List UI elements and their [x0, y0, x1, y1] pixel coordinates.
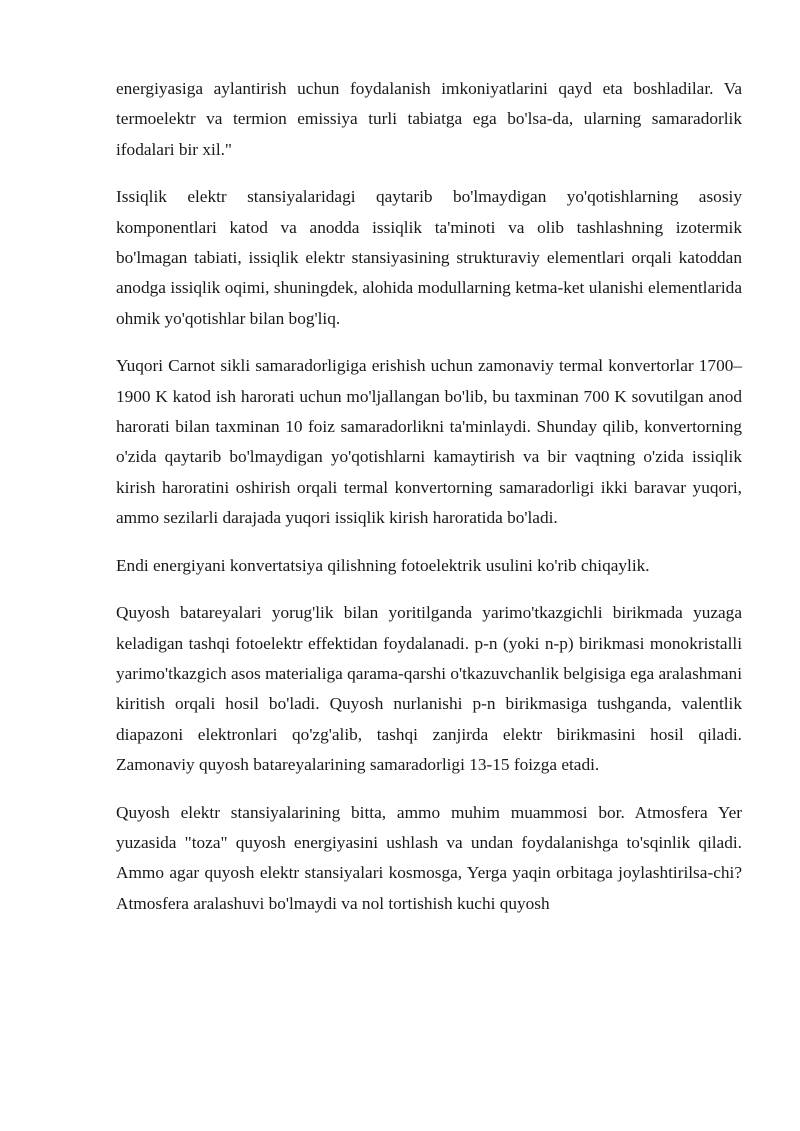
paragraph-3: Yuqori Carnot sikli samaradorligiga erishish uchun zamonaviy termal konvertorlar 1700–1900 K katod ish harorati uchun mo'ljallangan bo'lib, bu taxminan 700 K sovutilgan anod harorati bilan taxminan 10 foiz samaradorlikni ta'minlaydi. Shunday qilib, konvertorning o'zida qaytarib bo'lmaydigan yo'qotishlarni kamaytirish va bir vaqtning o'zida issiqlik kirish haroratini oshirish orqali termal konvertorning samaradorligi ikki baravar yuqori, ammo sezilarli darajada yuqori issiqlik kirish haroratida bo'ladi.	[116, 356, 742, 528]
paragraph-2: Issiqlik elektr stansiyalaridagi qaytarib bo'lmaydigan yo'qotishlarning asosiy komponentlari katod va anodda issiqlik ta'minoti va olib tashlashning izotermik bo'lmagan tabiati, issiqlik elektr stansiyasining strukturaviy elementlari orqali katoddan anodga issiqlik oqimi, shuningdek, alohida modullarning ketma-ket ulanishi elementlarida ohmik yo'qotishlar bilan bog'liq.	[116, 187, 742, 328]
paragraph-6: Quyosh elektr stansiyalarining bitta, ammo muhim muammosi bor. Atmosfera Yer yuzasida "toza" quyosh energiyasini ushlash va undan foydalanishga to'sqinlik qiladi. Ammo agar quyosh elektr stansiyalari kosmosga, Yerga yaqin orbitaga joylashtirilsa-chi? Atmosfera aralashuvi bo'lmaydi va nol tortishish kuchi quyosh	[116, 802, 742, 913]
paragraph-5: Quyosh batareyalari yorug'lik bilan yoritilganda yarimo'tkazgichli birikmada yuzaga keladigan tashqi fotoelektr effektidan foydalanadi. p-n (yoki n-p) birikmasi monokristalli yarimo'tkazgich asos materialiga qarama-qarshi o'tkazuvchanlik belgisiga ega aralashmani kiritish orqali hosil bo'ladi. Quyosh nurlanishi p-n birikmasiga tushganda, valentlik diapazoni elektronlari qo'zg'alib, tashqi zanjirda elektr birikmasini hosil qiladi. Zamonaviy quyosh batareyalarining samaradorligi 13-15 foizga etadi.	[116, 603, 742, 775]
paragraph-4: Endi energiyani konvertatsiya qilishning fotoelektrik usulini ko'rib chiqaylik.	[116, 555, 650, 575]
document-body	[116, 74, 742, 936]
paragraph-1: energiyasiga aylantirish uchun foydalanish imkoniyatlarini qayd eta boshladilar. Va termoelektr va termion emissiya turli tabiatga ega bo'lsa-da, ularning samaradorlik ifodalari bir xil."	[116, 79, 742, 159]
